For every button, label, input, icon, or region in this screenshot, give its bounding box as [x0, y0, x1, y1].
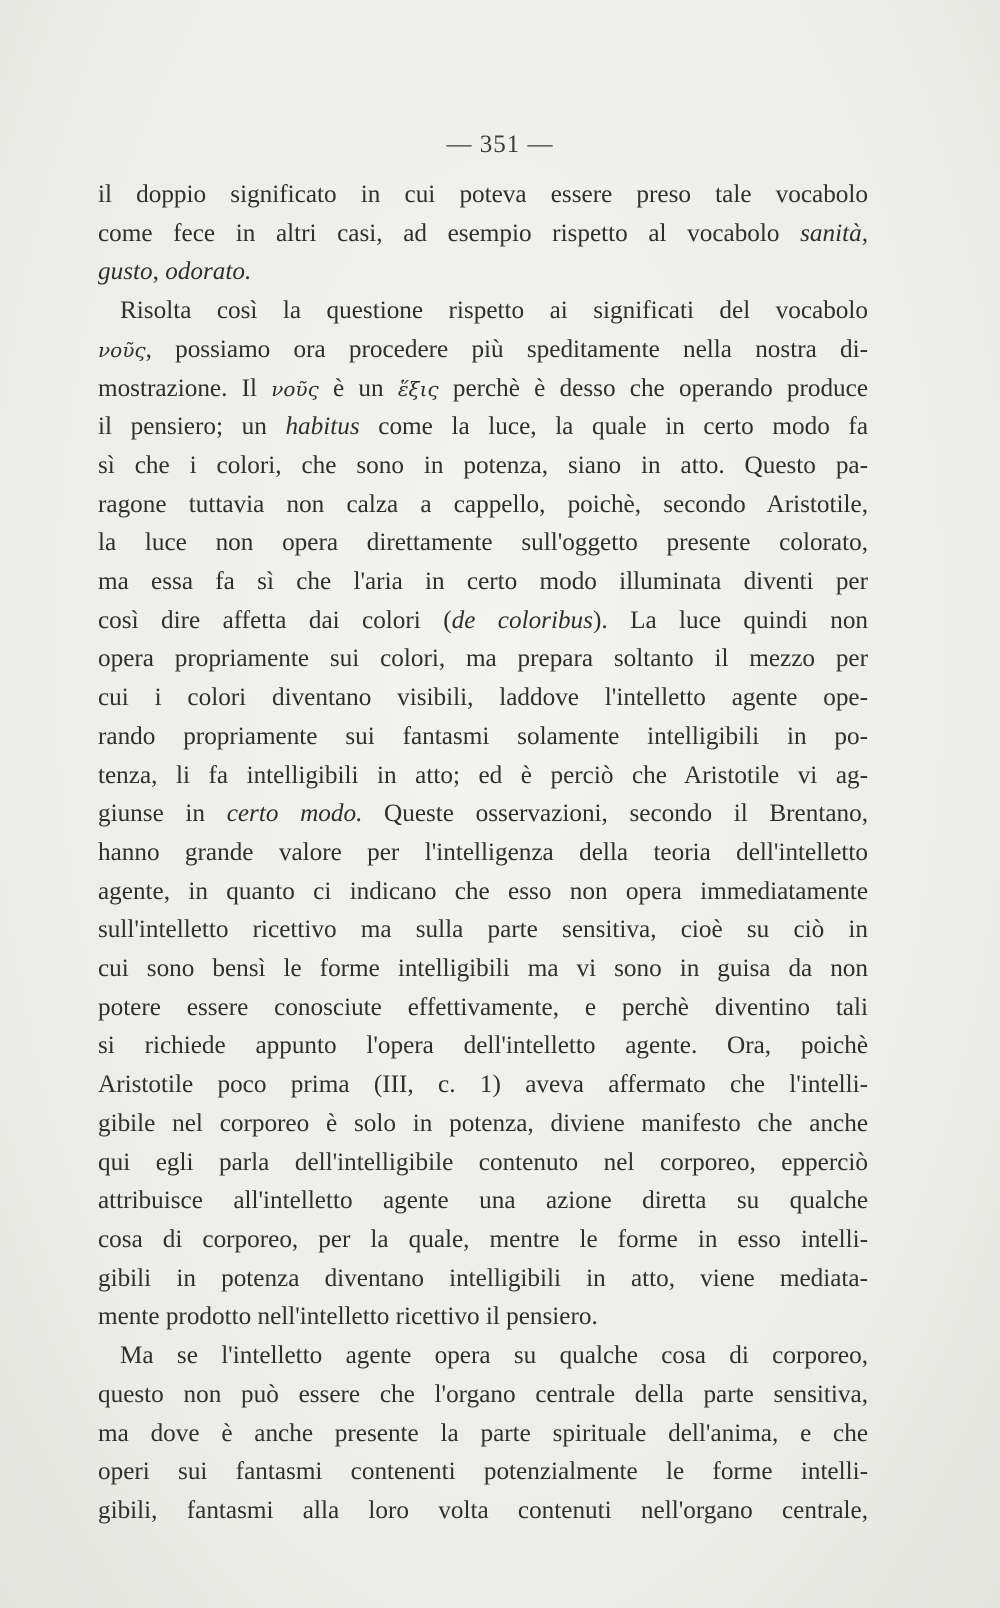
text-segment: ). La luce quindi non	[592, 606, 868, 634]
text-line	[98, 176, 868, 215]
text-segment: il pensiero; un	[98, 413, 286, 441]
body-text	[98, 176, 868, 1531]
text-line	[98, 331, 868, 370]
text-segment: gibili, fantasmi alla loro volta contenuti nell'organo centrale,	[98, 1496, 868, 1524]
greek-word: ἕξις	[397, 376, 439, 401]
text-line	[98, 679, 868, 718]
text-line	[98, 447, 868, 486]
text-segment: opera propriamente sui colori, ma prepara soltanto il mezzo per	[98, 645, 868, 673]
italic-text: de coloribus	[451, 606, 593, 634]
text-line	[98, 1376, 868, 1415]
text-line	[98, 795, 868, 834]
italic-text: sanità,	[800, 219, 868, 247]
text-segment: tenza, li fa intelligibili in atto; ed è perciò che Aristotile vi ag-	[98, 761, 868, 789]
text-segment: ma dove è anche presente la parte spirituale dell'anima, e che	[98, 1419, 868, 1447]
text-line	[98, 1337, 868, 1376]
text-segment: Risolta così la questione rispetto ai significati del vocabolo	[120, 297, 868, 325]
text-segment: Queste osservazioni, secondo il Brentano,	[362, 800, 868, 828]
text-segment: si richiede appunto l'opera dell'intelletto agente. Ora, poichè	[98, 1032, 868, 1060]
text-line	[98, 524, 868, 563]
text-segment: operi sui fantasmi contenenti potenzialmente le forme intelli-	[98, 1458, 868, 1486]
text-line	[98, 370, 868, 409]
text-segment: ragone tuttavia non calza a cappello, poichè, secondo Aristotile,	[98, 490, 868, 518]
text-segment: , possiamo ora procedere più speditamente nella nostra di-	[145, 335, 868, 363]
text-segment: la luce non opera direttamente sull'oggetto presente colorato,	[98, 529, 868, 557]
text-line	[98, 1415, 868, 1454]
text-segment: Ma se l'intelletto agente opera su qualche cosa di corporeo,	[120, 1342, 868, 1370]
text-line	[98, 757, 868, 796]
text-line	[98, 1182, 868, 1221]
italic-text: habitus	[285, 413, 360, 441]
text-segment: sull'intelletto ricettivo ma sulla parte sensitiva, cioè su ciò in	[98, 916, 868, 944]
text-segment: il doppio significato in cui poteva essere preso tale vocabolo	[98, 181, 868, 208]
text-segment: perchè è desso che operando produce	[438, 374, 868, 402]
text-segment: cosa di corporeo, per la quale, mentre le forme in esso intelli-	[98, 1225, 868, 1253]
text-segment: ma essa fa sì che l'aria in certo modo illuminata diventi per	[98, 568, 868, 596]
text-line	[98, 408, 868, 447]
text-segment: sì che i colori, che sono in potenza, siano in atto. Questo pa-	[98, 451, 868, 479]
text-segment: Aristotile poco prima (III, c. 1) aveva affermato che l'intelli-	[98, 1071, 868, 1099]
text-segment: hanno grande valore per l'intelligenza della teoria dell'intelletto	[98, 838, 868, 866]
text-line	[98, 486, 868, 525]
text-line	[98, 602, 868, 641]
text-line	[98, 215, 868, 254]
text-line	[98, 253, 868, 292]
italic-text: odorato.	[165, 258, 252, 286]
text-line	[98, 563, 868, 602]
greek-word: νοῦς	[271, 376, 319, 401]
text-line	[98, 1221, 868, 1260]
text-segment: così dire affetta dai colori (	[98, 606, 452, 634]
text-line	[98, 1105, 868, 1144]
text-line	[98, 1492, 868, 1531]
text-line	[98, 1066, 868, 1105]
text-segment: ,	[152, 258, 166, 286]
text-line	[98, 911, 868, 950]
text-segment: mente prodotto nell'intelletto ricettivo il pensiero.	[98, 1303, 598, 1331]
greek-word: νοῦς	[98, 337, 146, 362]
text-line	[98, 873, 868, 912]
text-line	[98, 718, 868, 757]
text-segment: attribuisce all'intelletto agente una azione diretta su qualche	[98, 1187, 868, 1215]
text-segment: come la luce, la quale in certo modo fa	[359, 413, 868, 441]
text-segment: mostrazione. Il	[98, 374, 272, 402]
text-segment: qui egli parla dell'intelligibile contenuto nel corporeo, epperciò	[98, 1148, 868, 1176]
text-segment: come fece in altri casi, ad esempio rispetto al vocabolo	[98, 219, 801, 247]
text-line	[98, 1144, 868, 1183]
text-segment: cui i colori diventano visibili, laddove l'intelletto agente ope-	[98, 684, 868, 712]
text-segment: è un	[318, 374, 398, 402]
text-line	[98, 950, 868, 989]
text-line	[98, 989, 868, 1028]
text-line	[98, 1453, 868, 1492]
text-line	[98, 1260, 868, 1299]
text-segment: gibile nel corporeo è solo in potenza, diviene manifesto che anche	[98, 1109, 868, 1137]
text-segment: potere essere conosciute effettivamente, e perchè diventino tali	[98, 993, 868, 1021]
text-line	[98, 834, 868, 873]
text-segment: giunse in	[98, 800, 227, 828]
text-segment: questo non può essere che l'organo centrale della parte sensitiva,	[98, 1380, 868, 1408]
page-number: — 351 —	[446, 131, 554, 158]
text-segment: rando propriamente sui fantasmi solamente intelligibili in po-	[98, 722, 868, 750]
text-line	[98, 640, 868, 679]
text-line	[98, 1298, 868, 1337]
text-segment: gibili in potenza diventano intelligibili in atto, viene mediata-	[98, 1264, 868, 1292]
text-line	[98, 1027, 868, 1066]
italic-text: gusto	[98, 258, 153, 286]
text-segment: agente, in quanto ci indicano che esso non opera immediatamente	[98, 877, 868, 905]
text-line	[98, 292, 868, 331]
italic-text: certo modo.	[226, 800, 363, 828]
text-segment: cui sono bensì le forme intelligibili ma vi sono in guisa da non	[98, 955, 868, 983]
